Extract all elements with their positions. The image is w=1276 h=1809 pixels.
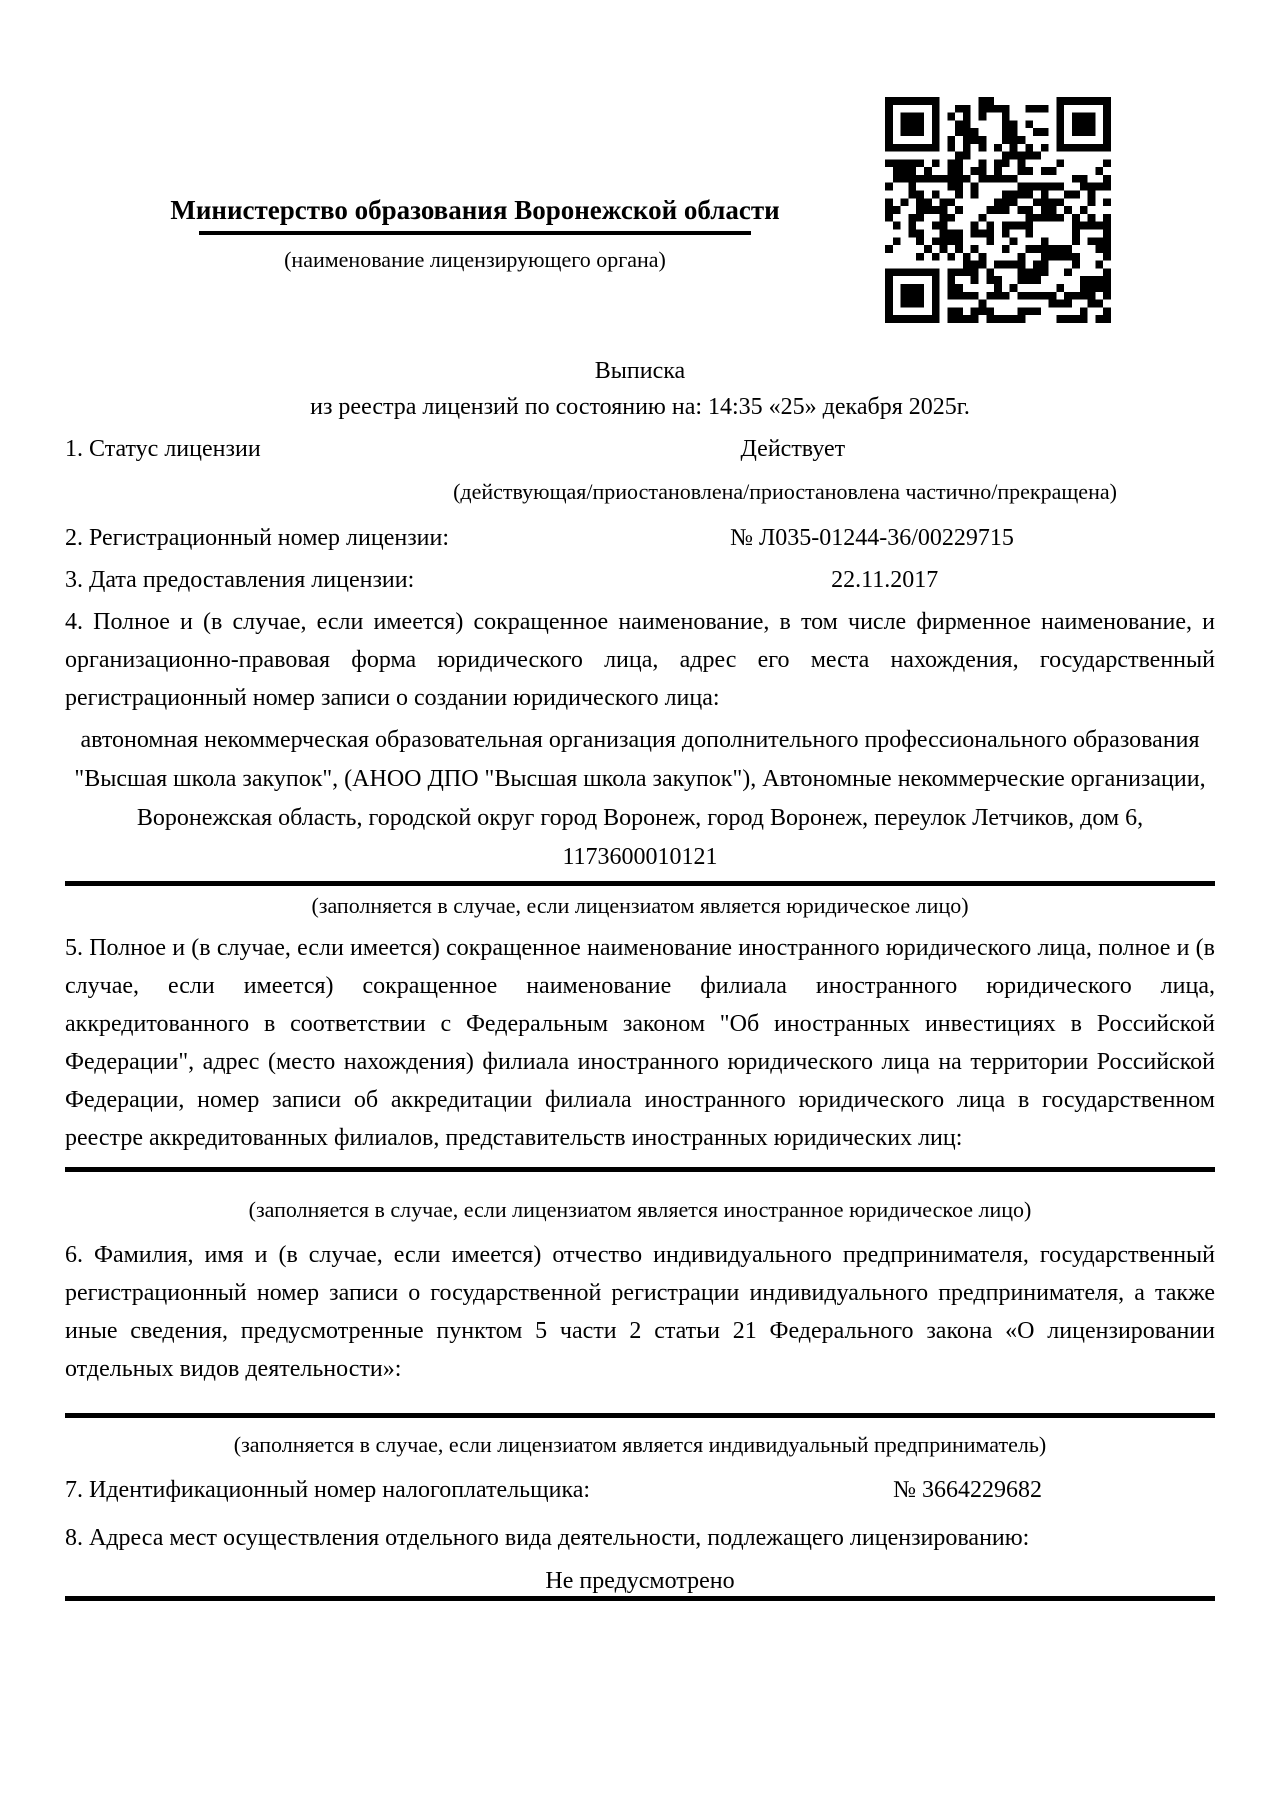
licensing-authority-caption: (наименование лицензирующего органа) bbox=[284, 247, 666, 272]
license-status-caption: (действующая/приостановлена/приостановлена частично/прекращена) bbox=[453, 479, 1117, 504]
taxpayer-number-label: 7. Идентификационный номер налогоплательщика: bbox=[65, 1477, 591, 1503]
qr-code-icon bbox=[885, 97, 1111, 323]
grant-date-label: 3. Дата предоставления лицензии: bbox=[65, 567, 415, 593]
horizontal-rule bbox=[65, 1596, 1215, 1601]
authority-underline bbox=[199, 231, 751, 235]
document-header bbox=[65, 0, 1215, 323]
taxpayer-number-value: № 3664229682 bbox=[893, 1477, 1042, 1503]
document-title-block bbox=[65, 353, 1215, 425]
legal-entity-caption: (заполняется в случае, если лицензиатом является юридическое лицо) bbox=[311, 893, 969, 918]
activity-addresses-label: 8. Адреса мест осуществления отдельного вида деятельности, подлежащего лицензированию: bbox=[65, 1525, 1030, 1551]
horizontal-rule bbox=[65, 881, 1215, 886]
field-registration-number bbox=[65, 523, 1215, 553]
entrepreneur-label: 6. Фамилия, имя и (в случае, если имеется) отчество индивидуального предпринимателя, государственный регистрационный номер записи о государственной регистрации индивидуального предпринимателя, а также иные сведения, предусмотренные пунктом 5 части 2 статьи 21 Федерального закона «О лицензировании отдельных видов деятельности»: bbox=[65, 1242, 1215, 1382]
foreign-entity-caption: (заполняется в случае, если лицензиатом является иностранное юридическое лицо) bbox=[248, 1197, 1032, 1222]
activity-addresses-value: Не предусмотрено bbox=[545, 1568, 735, 1594]
grant-date-value: 22.11.2017 bbox=[831, 567, 939, 593]
license-status-label: 1. Статус лицензии bbox=[65, 436, 261, 462]
license-status-value: Действует bbox=[740, 436, 846, 462]
legal-entity-value: автономная некоммерческая образовательная организация дополнительного профессионального образования "Высшая школа закупок", (АНОО ДПО "Высшая школа закупок"), Автономные некоммерческие организации, Воронежская область, городской округ город Воронеж, город Воронеж, переулок Летчиков, дом 6, 1173600010121 bbox=[74, 727, 1206, 870]
document-subtitle: из реестра лицензий по состоянию на: 14:35 «25» декабря 2025г. bbox=[310, 394, 970, 420]
registration-number-value: № Л035-01244-36/00229715 bbox=[730, 525, 1014, 551]
field-license-status bbox=[65, 434, 1215, 464]
foreign-entity-label: 5. Полное и (в случае, если имеется) сокращенное наименование иностранного юридического лица, полное и (в случае, если имеется) сокращенное наименование филиала иностранного юридического лица, аккредитованного в соответствии с Федеральным законом "Об иностранных инвестициях в Российской Федерации", адрес (место нахождения) филиала иностранного юридического лица на территории Российской Федерации, номер записи об аккредитации филиала иностранного юридического лица в государственном реестре аккредитованных филиалов, представительств иностранных юридических лиц: bbox=[65, 935, 1215, 1151]
licensing-authority-block bbox=[65, 0, 885, 273]
horizontal-rule bbox=[65, 1413, 1215, 1418]
entrepreneur-caption: (заполняется в случае, если лицензиатом является индивидуальный предприниматель) bbox=[233, 1432, 1047, 1457]
document-title: Выписка bbox=[594, 358, 686, 384]
field-grant-date bbox=[65, 565, 1215, 595]
registration-number-label: 2. Регистрационный номер лицензии: bbox=[65, 525, 450, 551]
field-taxpayer-number bbox=[65, 1475, 1215, 1505]
licensing-authority-name: Министерство образования Воронежской области bbox=[170, 195, 780, 225]
legal-entity-label: 4. Полное и (в случае, если имеется) сокращенное наименование, в том числе фирменное наименование, и организационно-правовая форма юридического лица, адрес его места нахождения, государственный регистрационный номер записи о создании юридического лица: bbox=[65, 609, 1215, 711]
horizontal-rule bbox=[65, 1167, 1215, 1172]
